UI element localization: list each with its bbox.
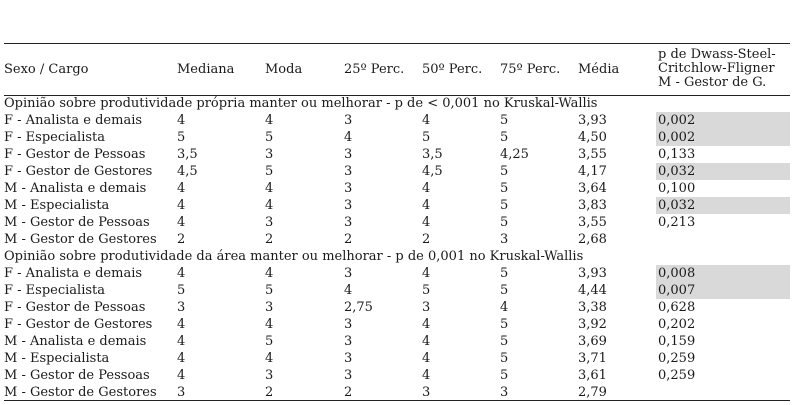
cell-mediana: 2 (177, 232, 186, 247)
cell-group: F - Gestor de Pessoas (4, 300, 146, 315)
cell-p50: 3 (422, 300, 431, 315)
cell-p25: 3 (344, 368, 353, 383)
cell-group: M - Analista e demais (4, 334, 147, 349)
header-p50: 50º Perc. (422, 61, 483, 77)
cell-p50: 2 (422, 232, 431, 247)
cell-media: 3,93 (578, 113, 607, 128)
cell-moda: 3 (265, 300, 274, 315)
cell-p50: 4 (422, 198, 431, 213)
table-row (4, 265, 790, 282)
cell-p75: 5 (500, 113, 509, 128)
cell-pvalue: 0,628 (658, 300, 696, 315)
cell-p75: 5 (500, 317, 509, 332)
table-row (4, 163, 790, 180)
cell-moda: 4 (265, 113, 274, 128)
cell-mediana: 3 (177, 385, 186, 400)
table-row (4, 214, 790, 231)
cell-p50: 4 (422, 266, 431, 281)
cell-p25: 3 (344, 147, 353, 162)
cell-p50: 4 (422, 317, 431, 332)
cell-p75: 5 (500, 130, 509, 145)
cell-moda: 3 (265, 368, 274, 383)
cell-media: 4,50 (578, 130, 607, 145)
cell-mediana: 5 (177, 130, 186, 145)
cell-p25: 2,75 (344, 300, 373, 315)
cell-moda: 4 (265, 266, 274, 281)
table-row (4, 146, 790, 163)
header-pvalue-line-2: Critchlow-Fligner (658, 61, 775, 76)
cell-group: M - Gestor de Pessoas (4, 368, 150, 383)
cell-media: 3,38 (578, 300, 607, 315)
cell-media: 3,61 (578, 368, 607, 383)
table-row (4, 112, 790, 129)
cell-mediana: 4 (177, 215, 186, 230)
cell-pvalue: 0,002 (656, 129, 790, 146)
cell-p25: 3 (344, 334, 353, 349)
cell-media: 4,17 (578, 164, 607, 179)
cell-moda: 5 (265, 334, 274, 349)
cell-mediana: 4 (177, 113, 186, 128)
cell-pvalue: 0,259 (658, 368, 696, 383)
table-row (4, 180, 790, 197)
cell-media: 2,79 (578, 385, 607, 400)
cell-pvalue: 0,159 (658, 334, 696, 349)
cell-group: F - Analista e demais (4, 266, 143, 281)
cell-moda: 5 (265, 164, 274, 179)
cell-mediana: 4 (177, 266, 186, 281)
header-sexo-cargo: Sexo / Cargo (4, 61, 89, 77)
cell-p50: 4 (422, 215, 431, 230)
cell-media: 3,55 (578, 215, 607, 230)
cell-p75: 5 (500, 283, 509, 298)
cell-media: 3,55 (578, 147, 607, 162)
cell-moda: 4 (265, 198, 274, 213)
cell-p25: 3 (344, 351, 353, 366)
cell-p25: 3 (344, 317, 353, 332)
cell-p25: 3 (344, 164, 353, 179)
table-row (4, 231, 790, 248)
cell-group: F - Especialista (4, 130, 106, 145)
header-pvalue-line-3: M - Gestor de G. (658, 75, 767, 90)
cell-group: M - Analista e demais (4, 181, 147, 196)
cell-media: 3,92 (578, 317, 607, 332)
section-title: Opinião sobre produtividade própria manter ou melhorar - p de < 0,001 no Kruskal-Wallis (4, 96, 598, 111)
cell-pvalue: 0,008 (656, 265, 790, 282)
cell-media: 3,64 (578, 181, 607, 196)
header-moda: Moda (265, 61, 303, 77)
cell-p50: 4 (422, 181, 431, 196)
cell-media: 3,83 (578, 198, 607, 213)
cell-media: 3,93 (578, 266, 607, 281)
cell-p25: 3 (344, 181, 353, 196)
cell-p75: 5 (500, 368, 509, 383)
cell-p75: 5 (500, 215, 509, 230)
cell-mediana: 4 (177, 198, 186, 213)
cell-p75: 3 (500, 385, 509, 400)
cell-mediana: 4 (177, 351, 186, 366)
table-row (4, 367, 790, 384)
cell-p25: 3 (344, 215, 353, 230)
cell-group: F - Gestor de Gestores (4, 317, 153, 332)
table-row (4, 384, 790, 401)
header-media: Média (578, 61, 620, 77)
table-row (4, 129, 790, 146)
cell-pvalue: 0,213 (658, 215, 696, 230)
header-pvalue-line-1: p de Dwass-Steel- (658, 47, 776, 62)
cell-p25: 3 (344, 113, 353, 128)
cell-moda: 2 (265, 385, 274, 400)
cell-p25: 3 (344, 266, 353, 281)
cell-moda: 5 (265, 130, 274, 145)
cell-p75: 5 (500, 181, 509, 196)
cell-p50: 5 (422, 130, 431, 145)
cell-p75: 5 (500, 334, 509, 349)
table-row (4, 197, 790, 214)
cell-pvalue: 0,007 (656, 282, 790, 299)
cell-mediana: 4 (177, 368, 186, 383)
table-bottom-rule (4, 400, 790, 401)
cell-moda: 3 (265, 147, 274, 162)
cell-p75: 4 (500, 300, 509, 315)
cell-p75: 5 (500, 351, 509, 366)
cell-p50: 4,5 (422, 164, 443, 179)
cell-p75: 3 (500, 232, 509, 247)
cell-p25: 2 (344, 385, 353, 400)
cell-p50: 4 (422, 351, 431, 366)
table-row (4, 316, 790, 333)
cell-p25: 2 (344, 232, 353, 247)
header-p25: 25º Perc. (344, 61, 405, 77)
cell-moda: 4 (265, 351, 274, 366)
cell-moda: 4 (265, 317, 274, 332)
cell-p75: 4,25 (500, 147, 529, 162)
cell-moda: 5 (265, 283, 274, 298)
cell-moda: 2 (265, 232, 274, 247)
cell-p25: 4 (344, 283, 353, 298)
cell-mediana: 5 (177, 283, 186, 298)
header-pvalue (658, 43, 776, 95)
cell-media: 2,68 (578, 232, 607, 247)
cell-mediana: 4 (177, 317, 186, 332)
cell-p50: 4 (422, 334, 431, 349)
cell-pvalue: 0,002 (656, 112, 790, 129)
cell-group: M - Gestor de Gestores (4, 232, 157, 247)
cell-p25: 4 (344, 130, 353, 145)
cell-pvalue: 0,100 (658, 181, 696, 196)
cell-p50: 4 (422, 368, 431, 383)
section-title: Opinião sobre produtividade da área manter ou melhorar - p de 0,001 no Kruskal-Wallis (4, 249, 584, 264)
cell-pvalue (656, 384, 790, 401)
cell-pvalue: 0,133 (658, 147, 696, 162)
cell-p75: 5 (500, 266, 509, 281)
table-row (4, 350, 790, 367)
cell-media: 4,44 (578, 283, 607, 298)
header-mediana: Mediana (177, 61, 235, 77)
cell-p50: 4 (422, 113, 431, 128)
header-p75: 75º Perc. (500, 61, 561, 77)
cell-p75: 5 (500, 164, 509, 179)
cell-p75: 5 (500, 198, 509, 213)
cell-group: M - Gestor de Gestores (4, 385, 157, 400)
cell-pvalue: 0,259 (658, 351, 696, 366)
table-row (4, 299, 790, 316)
cell-group: M - Gestor de Pessoas (4, 215, 150, 230)
cell-moda: 3 (265, 215, 274, 230)
cell-pvalue: 0,202 (658, 317, 696, 332)
table-row (4, 282, 790, 299)
cell-mediana: 3,5 (177, 147, 198, 162)
cell-p25: 3 (344, 198, 353, 213)
cell-group: F - Analista e demais (4, 113, 143, 128)
cell-group: F - Gestor de Pessoas (4, 147, 146, 162)
cell-p50: 3,5 (422, 147, 443, 162)
cell-mediana: 4,5 (177, 164, 198, 179)
cell-media: 3,71 (578, 351, 607, 366)
cell-mediana: 4 (177, 334, 186, 349)
cell-p50: 5 (422, 283, 431, 298)
cell-group: F - Especialista (4, 283, 106, 298)
cell-p50: 3 (422, 385, 431, 400)
cell-group: M - Especialista (4, 351, 110, 366)
cell-pvalue (656, 231, 790, 248)
table-row (4, 333, 790, 350)
cell-group: F - Gestor de Gestores (4, 164, 153, 179)
cell-pvalue: 0,032 (656, 163, 790, 180)
cell-moda: 4 (265, 181, 274, 196)
cell-media: 3,69 (578, 334, 607, 349)
cell-pvalue: 0,032 (656, 197, 790, 214)
cell-mediana: 4 (177, 181, 186, 196)
cell-group: M - Especialista (4, 198, 110, 213)
cell-mediana: 3 (177, 300, 186, 315)
